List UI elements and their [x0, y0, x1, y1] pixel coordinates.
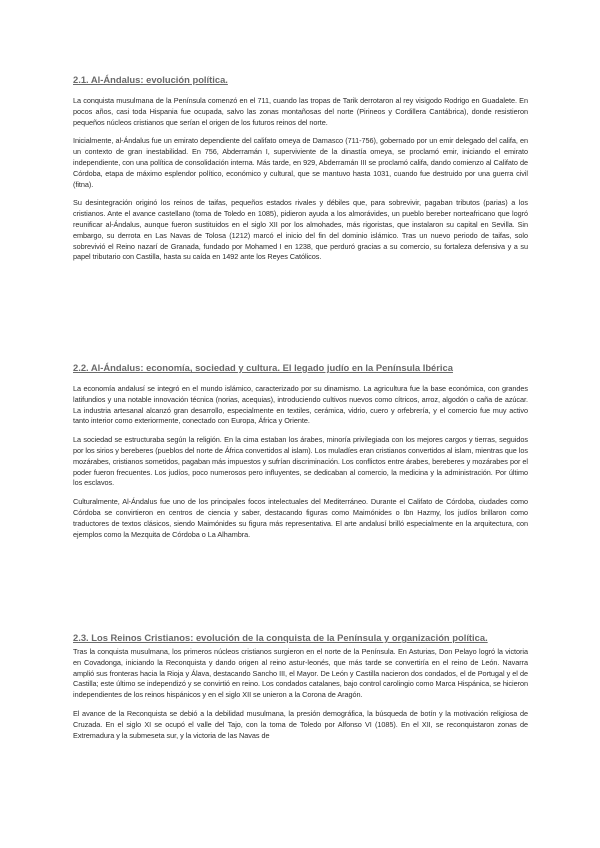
paragraph: La economía andalusí se integró en el mundo islámico, caracterizado por su dinamismo. La agricultura fue la base económica, con grandes latifundios y una notable innovación técnica (norias, acequias), introduciendo cultivos nuevos como cítricos, arroz, algodón o caña de azúcar. La industria artesanal alcanzó gran desarrollo, especialmente en textiles, cerámica, vidrio, cuero y orfebrería, y el comercio fue muy activo tanto interior como exteriormente, conectado con Europa, África y Oriente. — [73, 384, 528, 426]
paragraph: Culturalmente, Al-Ándalus fue uno de los principales focos intelectuales del Mediterráneo. Durante el Califato de Córdoba, ciudades como Córdoba se convirtieron en centros de ciencia y saber, destacando figuras como Maimónides o Ibn Hazmy, los judíos brillaron como traductores de textos clásicos, siendo Maimónides su figura más representativa. El arte andalusí brilló especialmente en la arquitectura, con ejemplos como la Mezquita de Córdoba o La Alhambra. — [73, 497, 528, 539]
paragraph: El avance de la Reconquista se debió a la debilidad musulmana, la presión demográfica, la búsqueda de botín y la motivación religiosa de Cruzada. En el siglo XI se ocupó el valle del Tajo, con la toma de Toledo por Alfonso VI (1085). En el XII, se reconquistaron zonas de Extremadura y la submeseta sur, y la victoria de las Navas de — [73, 708, 528, 740]
paragraph: La conquista musulmana de la Península comenzó en el 711, cuando las tropas de Tarik derrotaron al rey visigodo Rodrigo en Guadalete. En pocos años, casi toda Hispania fue ocupada, salvo las zonas montañosas del norte (Pirineos y Cordillera Cantábrica), donde resistieron pequeños núcleos cristianos que serían el origen de los futuros reinos del norte. — [73, 96, 528, 127]
section-title: 2.3. Los Reinos Cristianos: evolución de la conquista de la Península y organización política. — [73, 632, 488, 643]
section-al-andalus-politica — [73, 74, 528, 271]
paragraph: Su desintegración originó los reinos de taifas, pequeños estados rivales y débiles que, para sobrevivir, pagaban tributos (parias) a los cristianos. Ante el avance castellano (toma de Toledo en 1085), pidieron ayuda a los almorávides, un pueblo bereber norteafricano que logró reunificar al-Ándalus, aunque fueron sustituidos en el siglo XII por los almohades, más rigoristas, que instalaron su capital en Sevilla. Sin embargo, su derrota en Las Navas de Tolosa (1212) marcó el inicio del fin del dominio islámico. Tras un nuevo periodo de taifas, solo sobrevivió el Reino nazarí de Granada, fundado por Mohamed I en 1238, que perduró gracias a su comercio, su fortaleza defensiva y a su papel tributario con Castilla, hasta su caída en 1492 ante los Reyes Católicos. — [73, 198, 528, 262]
section-title: 2.2. Al-Ándalus: economía, sociedad y cultura. El legado judío en la Península Ibérica — [73, 362, 453, 373]
section-reinos-cristianos — [73, 632, 528, 749]
paragraph: Tras la conquista musulmana, los primeros núcleos cristianos surgieron en el norte de la Península. En Asturias, Don Pelayo logró la victoria en Covadonga, iniciando la Reconquista y dando origen al reino astur-leonés, que más tarde se convertiría en el reino de León. Navarra amplió sus fronteras hacia la Rioja y Álava, destacando Sancho III, el Mayor. De León y Castilla nacieron dos condados, el de Portugal y el de Castilla; este último se independizó y se convirtió en reino. Los condados catalanes, bajo control carolingio como Marca Hispánica, se hicieron independientes de los reinos hispánicos y en el siglo XII se unieron a la Corona de Aragón. — [73, 647, 528, 700]
section-al-andalus-economia — [73, 362, 528, 548]
paragraph: La sociedad se estructuraba según la religión. En la cima estaban los árabes, minoría privilegiada con los mejores cargos y tierras, seguidos por los sirios y bereberes (pueblos del norte de África convertidos al islam). Los muladíes eran cristianos convertidos al islam, mientras que los mozárabes, cristianos sometidos, pagaban más impuestos y sufrían discriminación. Los conflictos entre árabes, bereberes y mozárabes por el poder fueron frecuentes. Los judíos, poco numerosos pero influyentes, se dedicaban al comercio, la medicina y la administración. Por último los esclavos. — [73, 435, 528, 488]
section-title: 2.1. Al-Ándalus: evolución política. — [73, 74, 228, 85]
paragraph: Inicialmente, al-Ándalus fue un emirato dependiente del califato omeya de Damasco (711-756), gobernado por un emir delegado del califa, en un contexto de gran inestabilidad. En 756, Abderramán I, superviviente de la dinastía omeya, se proclamó emir, iniciando el emirato independiente, con una política de consolidación interna. Más tarde, en 929, Abderramán III se proclamó califa, dando comienzo al Califato de Córdoba, etapa de máximo esplendor político, económico y cultural, que se mantuvo hasta 1031, cuando fue destruido por una guerra civil (fitna). — [73, 136, 528, 189]
